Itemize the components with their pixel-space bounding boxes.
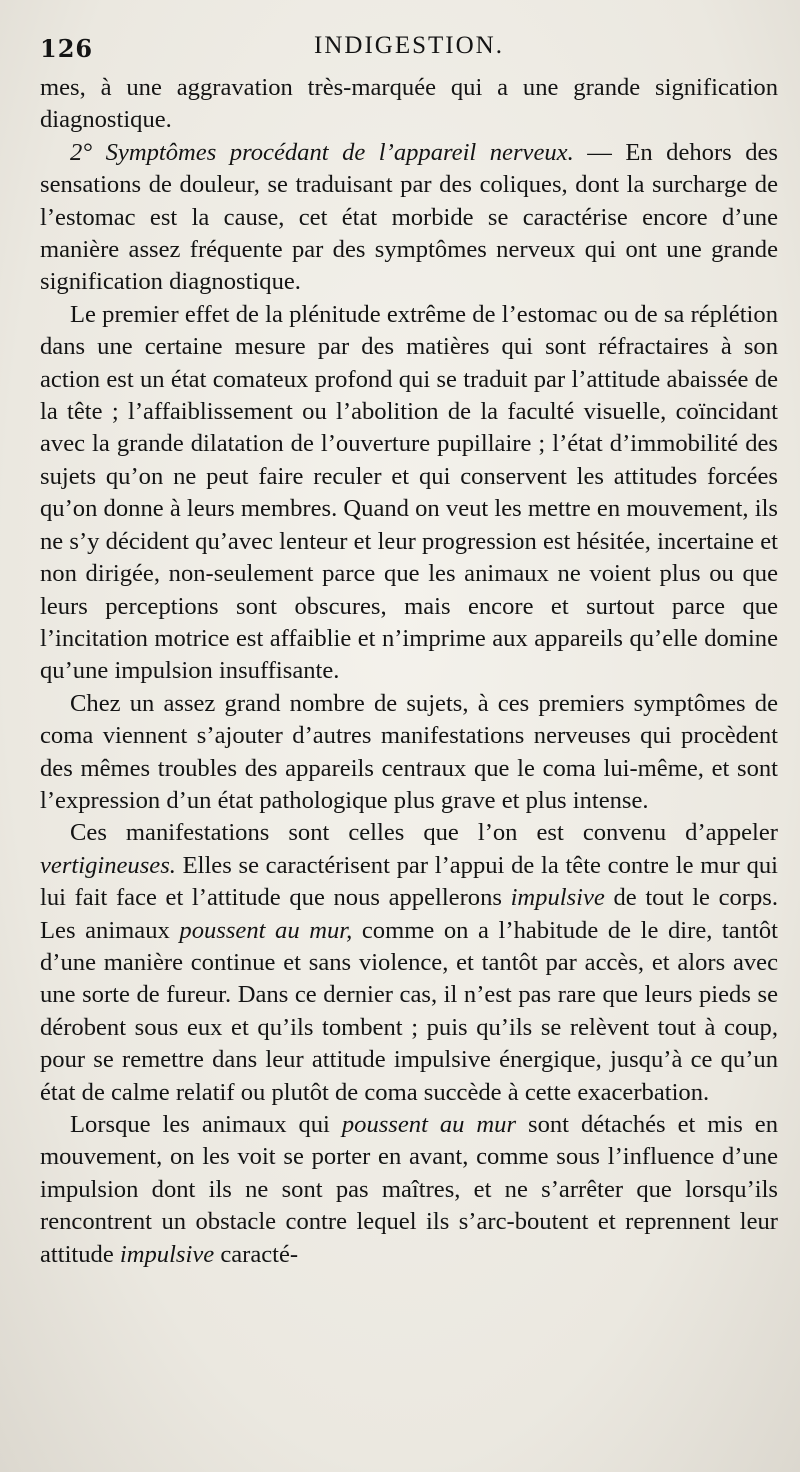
paragraph-text: Chez un assez grand nombre de sujets, à ces premiers symptômes de coma viennent s’ajouter d’autres manifestations nerveuses qui procèdent des mêmes troubles des appareils centraux que le coma lui-même, et sont l’expression d’un état pathologique plus grave et plus intense.: [40, 689, 778, 814]
text-run: Ces manifestations sont celles que l’on est convenu d’appeler: [70, 819, 778, 847]
text-run: Elles se caractérisent par l’appui de la tête contre le mur qui lui fait face et l’attitude que nous appellerons: [40, 851, 778, 912]
page-body: [40, 72, 778, 1271]
text-run: Lorsque les animaux qui: [70, 1111, 342, 1138]
paragraph-text: Le premier effet de la plénitude extrême de l’estomac ou de sa réplétion dans une certaine mesure par des matières qui sont réfractaires à son action est un état comateux profond qui se traduit par l’attitude abaissée de la tête ; l’affaiblissement ou l’abolition de la faculté visuelle, coïncidant avec la grande dilatation de l’ouverture pupillaire ; l’état d’immobilité des sujets qu’on ne peut faire reculer et qui conservent les attitudes forcées qu’on donne à leurs membres. Quand on veut les mettre en mouvement, ils ne s’y décident qu’avec lenteur et leur progression est hésitée, incertaine et non dirigée, non-seulement parce que les animaux ne voient plus ou que leurs perceptions sont obscures, mais encore et surtout parce que l’incitation motrice est affaiblie et n’imprime aux appareils qu’elle domine qu’une impulsion insuffisante.: [40, 300, 778, 685]
paragraph-3: [40, 299, 778, 688]
page-number: 126: [40, 34, 94, 63]
paragraph-text: — En dehors des sensations de douleur, se traduisant par des coliques, dont la surcharge de l’estomac est la cause, cet état morbide se caractérise encore d’une manière assez fréquente par des symptômes nerveux qui ont une grande signification diagnostique.: [40, 138, 779, 296]
italic-term: poussent au mur,: [179, 916, 353, 944]
paragraph-4: [40, 688, 778, 818]
paragraph-text: mes, à une aggravation très-marquée qui a une grande signification diagnostique.: [40, 74, 778, 134]
italic-term: impulsive: [510, 884, 605, 912]
italic-term: vertigineuses.: [40, 851, 176, 879]
italic-term: impulsive: [119, 1240, 215, 1268]
section-heading: 2° Symptômes procédant de l’appareil nerveux.: [70, 138, 574, 166]
paragraph-2: [40, 137, 778, 299]
page-header: [40, 28, 778, 72]
paragraph-6: [40, 1109, 778, 1271]
text-run: caracté-: [214, 1240, 299, 1268]
text-run: de tout le corps. Les animaux: [40, 884, 778, 944]
paragraph-5: [40, 817, 778, 1109]
italic-term: poussent au mur: [341, 1111, 517, 1138]
text-run: comme on a l’habitude de le dire, tantôt d’une manière continue et sans violence, et tantôt par accès, et alors avec une sorte de fureur. Dans ce dernier cas, il n’est pas rare que leurs pieds se dérobent sous eux et qu’ils tombent ; puis qu’ils se relèvent tout à coup, pour se remettre dans leur attitude impulsive énergique, jusqu’à ce qu’un état de calme relatif ou plutôt de coma succède à cette exacerbation.: [40, 916, 778, 1106]
running-title: INDIGESTION.: [314, 32, 504, 59]
text-run: sont détachés et mis en mouvement, on les voit se porter en avant, comme sous l’influence d’une impulsion dont ils ne sont pas maîtres, et ne s’arrêter que lorsqu’ils rencontrent un obstacle contre lequel ils s’arc-boutent et reprennent leur attitude: [40, 1111, 778, 1268]
paragraph-1: [40, 72, 778, 137]
